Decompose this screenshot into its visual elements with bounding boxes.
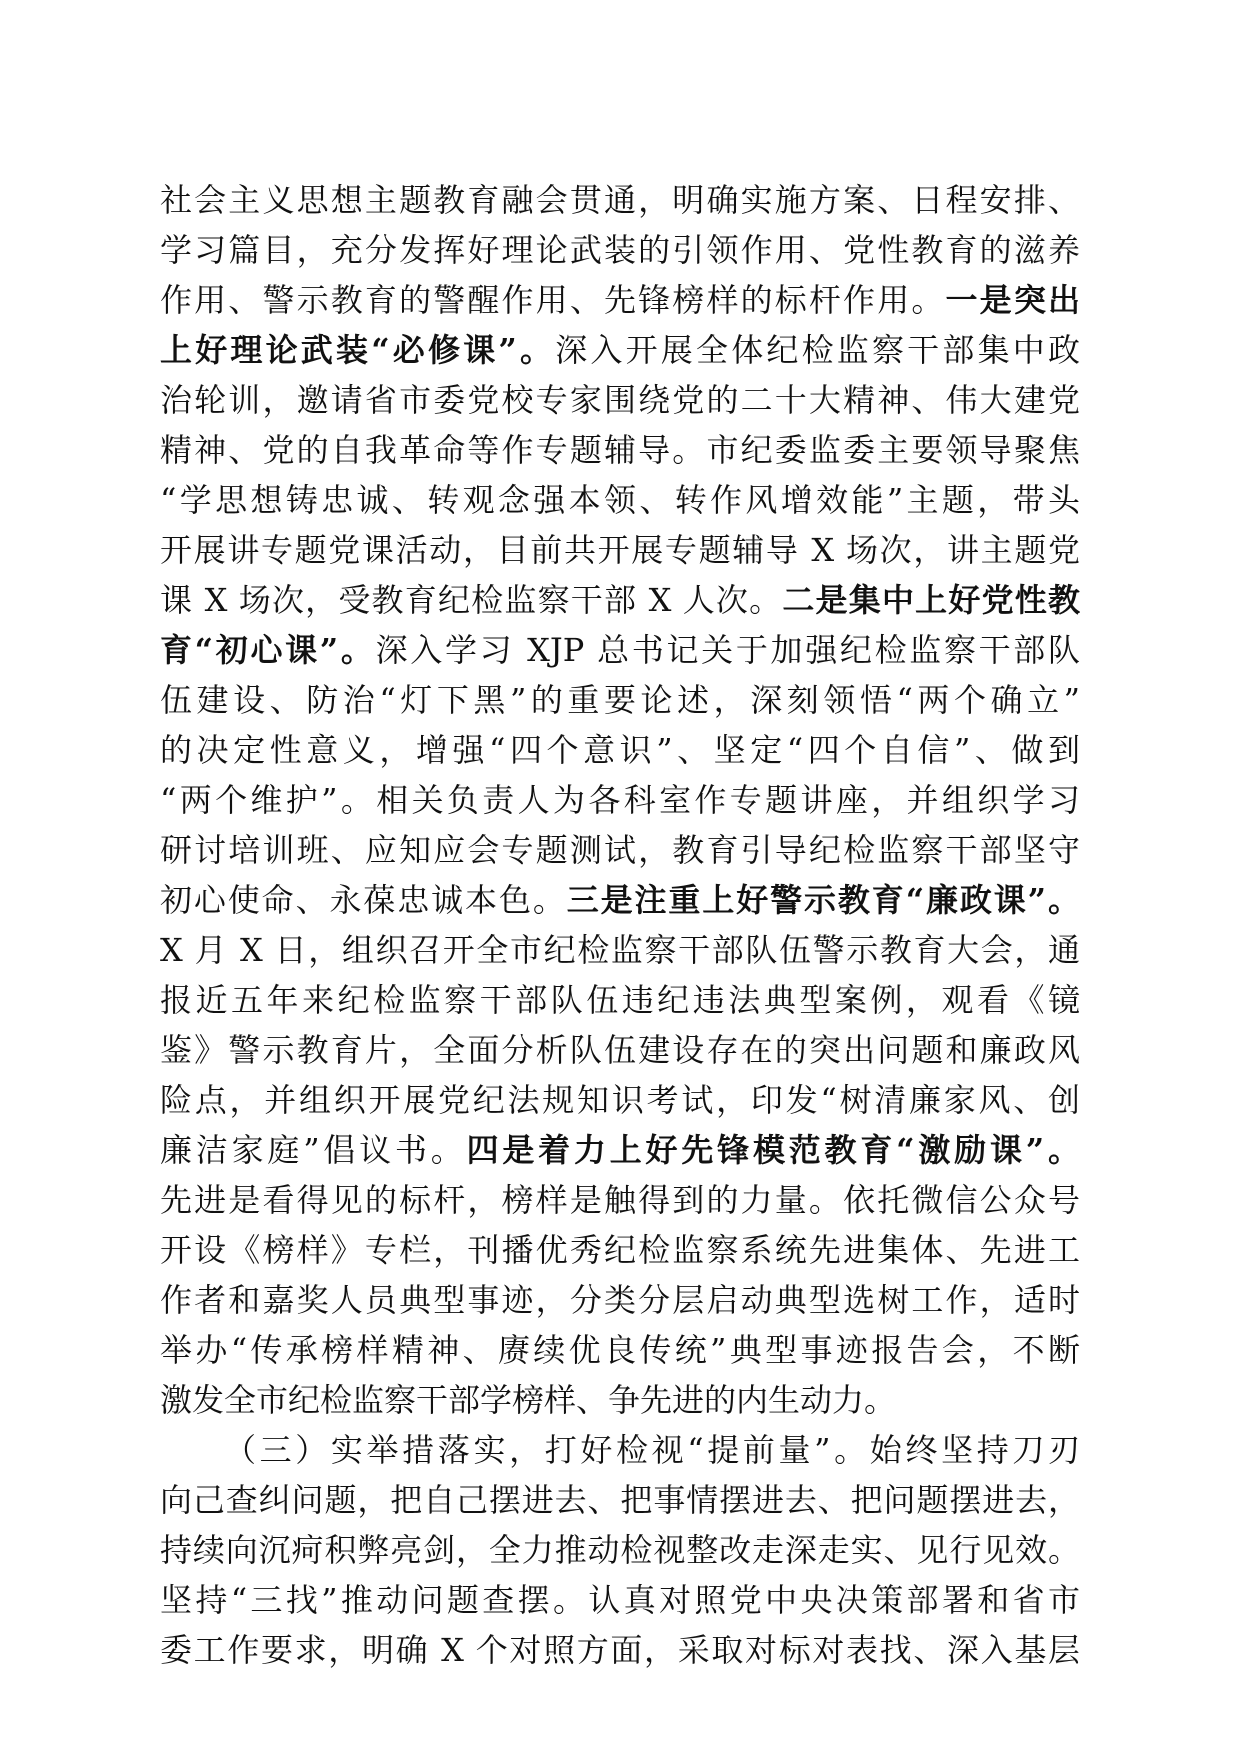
text-line <box>160 1175 1080 1225</box>
text-segment: “学思想铸忠诚、转观念强本领、转作风增效能”主题，带头 <box>160 481 1080 519</box>
text-segment: 开设《榜样》专栏，刊播优秀纪检监察系统先进集体、先进工 <box>160 1231 1080 1269</box>
text-line <box>160 1525 1080 1575</box>
text-segment: 险点，并组织开展党纪法规知识考试，印发“树清廉家风、创 <box>160 1081 1080 1119</box>
text-line <box>160 925 1080 975</box>
text-segment: 激发全市纪检监察干部学榜样、争先进的内生动力。 <box>160 1381 897 1419</box>
text-segment: X 月 X 日，组织召开全市纪检监察干部队伍警示教育大会，通 <box>160 931 1080 969</box>
bold-text-segment: 二是集中上好党性教 <box>782 581 1080 619</box>
text-segment: 课 X 场次，受教育纪检监察干部 X 人次。 <box>160 581 783 619</box>
text-line <box>160 375 1080 425</box>
document-body <box>160 175 1080 1675</box>
text-segment: 作用、警示教育的警醒作用、先锋榜样的标杆作用。 <box>160 281 946 319</box>
text-line <box>160 1275 1080 1325</box>
text-segment: 向己查纠问题，把自己摆进去、把事情摆进去、把问题摆进去， <box>160 1481 1080 1519</box>
text-segment: 深入学习 XJP 总书记关于加强纪检监察干部队 <box>375 631 1080 669</box>
text-line <box>160 1475 1080 1525</box>
text-segment: 先进是看得见的标杆，榜样是触得到的力量。依托微信公众号 <box>160 1181 1080 1219</box>
text-line <box>160 325 1080 375</box>
text-segment: 研讨培训班、应知应会专题测试，教育引导纪检监察干部坚守 <box>160 831 1080 869</box>
text-line <box>160 1625 1080 1675</box>
text-line <box>160 225 1080 275</box>
text-line <box>160 1125 1080 1175</box>
text-line <box>160 425 1080 475</box>
text-segment: 作者和嘉奖人员典型事迹，分类分层启动典型选树工作，适时 <box>160 1281 1080 1319</box>
text-segment: 开展讲专题党课活动，目前共开展专题辅导 X 场次，讲主题党 <box>160 531 1080 569</box>
text-line <box>160 1425 1080 1475</box>
text-line <box>160 975 1080 1025</box>
text-segment: 伍建设、防治“灯下黑”的重要论述，深刻领悟“两个确立” <box>160 681 1080 719</box>
bold-text-segment: 育“初心课”。 <box>160 631 376 669</box>
text-line <box>160 275 1080 325</box>
text-segment: 治轮训，邀请省市委党校专家围绕党的二十大精神、伟大建党 <box>160 381 1080 419</box>
text-segment: 精神、党的自我革命等作专题辅导。市纪委监委主要领导聚焦 <box>160 431 1080 469</box>
text-line <box>160 475 1080 525</box>
bold-text-segment: 一是突出 <box>945 281 1080 319</box>
text-line <box>160 1375 1080 1425</box>
text-line <box>160 525 1080 575</box>
text-line <box>160 775 1080 825</box>
text-segment: 深入开展全体纪检监察干部集中政 <box>555 331 1080 369</box>
text-line <box>160 575 1080 625</box>
text-segment: 报近五年来纪检监察干部队伍违纪违法典型案例，观看《镜 <box>160 981 1080 1019</box>
text-segment: 举办“传承榜样精神、赓续优良传统”典型事迹报告会，不断 <box>160 1331 1080 1369</box>
bold-text-segment: 四是着力上好先锋模范教育“激励课”。 <box>466 1131 1080 1169</box>
text-segment: （三）实举措落实，打好检视“提前量”。始终坚持刀刃 <box>224 1431 1080 1469</box>
text-segment: 的决定性意义，增强“四个意识”、坚定“四个自信”、做到 <box>160 731 1080 769</box>
text-segment: “两个维护”。相关负责人为各科室作专题讲座，并组织学习 <box>160 781 1080 819</box>
text-line <box>160 1025 1080 1075</box>
text-segment: 坚持“三找”推动问题查摆。认真对照党中央决策部署和省市 <box>160 1581 1080 1619</box>
text-segment: 鉴》警示教育片，全面分析队伍建设存在的突出问题和廉政风 <box>160 1031 1080 1069</box>
text-segment: 学习篇目，充分发挥好理论武装的引领作用、党性教育的滋养 <box>160 231 1080 269</box>
text-line <box>160 725 1080 775</box>
bold-text-segment: 上好理论武装“必修课”。 <box>160 331 556 369</box>
bold-text-segment: 三是注重上好警示教育“廉政课”。 <box>566 881 1080 919</box>
text-line <box>160 875 1080 925</box>
text-segment: 社会主义思想主题教育融会贯通，明确实施方案、日程安排、 <box>160 181 1080 219</box>
text-line <box>160 675 1080 725</box>
text-line <box>160 1325 1080 1375</box>
text-line <box>160 1225 1080 1275</box>
text-segment: 持续向沉疴积弊亮剑，全力推动检视整改走深走实、见行见效。 <box>160 1531 1080 1569</box>
text-segment: 委工作要求，明确 X 个对照方面，采取对标对表找、深入基层 <box>160 1631 1080 1669</box>
text-line <box>160 825 1080 875</box>
text-segment: 初心使命、永葆忠诚本色。 <box>160 881 567 919</box>
text-segment: 廉洁家庭”倡议书。 <box>160 1131 467 1169</box>
text-line <box>160 1075 1080 1125</box>
text-line <box>160 1575 1080 1625</box>
text-line <box>160 625 1080 675</box>
text-line <box>160 175 1080 225</box>
